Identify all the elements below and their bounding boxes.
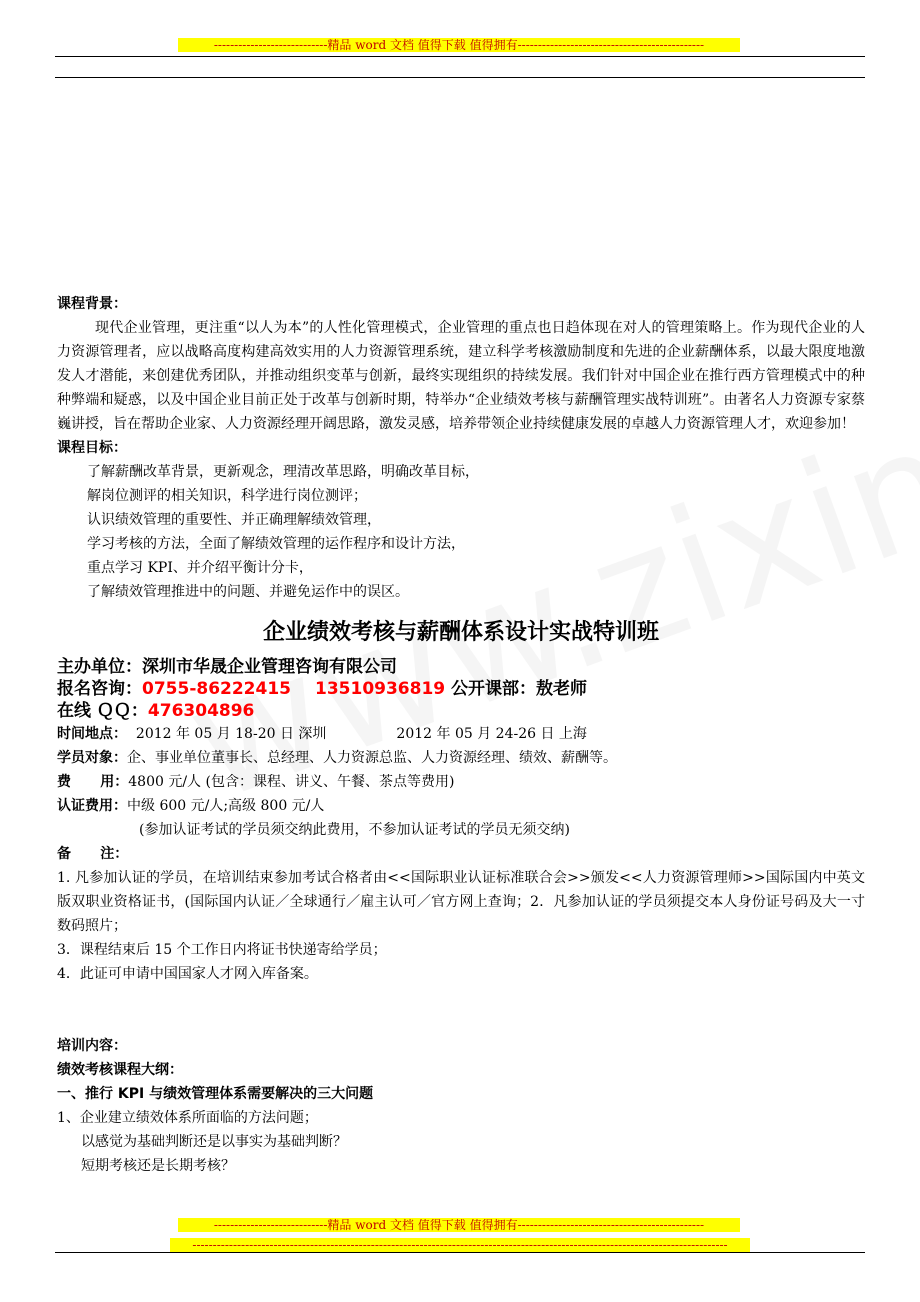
outline-sub-item: 以感觉为基础判断还是以事实为基础判断？ xyxy=(81,1134,347,1150)
header-rule-bottom xyxy=(55,77,865,78)
training-label: 培训内容： xyxy=(57,1038,127,1054)
contact-teacher: 敖老师 xyxy=(536,679,588,699)
cert-fee-note: (参加认证考试的学员须交纳此费用，不参加认证考试的学员无须交纳) xyxy=(139,822,570,838)
time-place-line xyxy=(57,722,865,746)
time-place-label: 时间地点： xyxy=(57,726,127,742)
qq-number: 476304896 xyxy=(147,701,255,721)
contact-dept-label: 公开课部： xyxy=(451,679,537,699)
remark-item: 4．此证可申请中国国家人才网入库备案。 xyxy=(57,966,318,982)
remarks-label: 备 注： xyxy=(57,846,129,862)
goal-item: 了解薪酬改革背景，更新观念，理清改革思路，明确改革目标， xyxy=(87,464,479,480)
audience-value: 企、事业单位董事长、总经理、人力资源总监、人力资源经理、绩效、薪酬等。 xyxy=(127,750,617,766)
outline-section-1: 一、推行 KPI 与绩效管理体系需要解决的三大问题 xyxy=(57,1086,374,1102)
time-place-session-2: 2012 年 05 月 24-26 日 上海 xyxy=(396,726,587,742)
goal-item: 认识绩效管理的重要性、并正确理解绩效管理， xyxy=(87,512,381,528)
fee-value: 4800 元/人 (包含：课程、讲义、午餐、茶点等费用) xyxy=(128,774,455,790)
audience-line xyxy=(57,746,865,770)
header-rule-top xyxy=(55,56,865,57)
contact-label: 报名咨询： xyxy=(57,679,142,699)
cert-fee-line xyxy=(57,794,865,818)
fee-line xyxy=(57,770,865,794)
goal-item: 了解绩效管理推进中的问题、并避免运作中的误区。 xyxy=(87,584,409,600)
goal-item: 学习考核的方法，全面了解绩效管理的运作程序和设计方法， xyxy=(87,536,465,552)
time-place-session-1: 2012 年 05 月 18-20 日 深圳 xyxy=(135,726,327,742)
remark-item: 3．课程结束后 15 个工作日内将证书快递寄给学员； xyxy=(57,942,387,958)
document-body xyxy=(57,292,865,1178)
goal-item: 解岗位测评的相关知识，科学进行岗位测评； xyxy=(87,488,367,504)
background-label: 课程背景： xyxy=(57,296,127,312)
organizer-label: 主办单位： xyxy=(57,657,142,677)
organizer-value: 深圳市华晟企业管理咨询有限公司 xyxy=(142,657,397,677)
contact-line xyxy=(57,678,865,700)
contact-phone-1: 0755-86222415 xyxy=(142,679,291,699)
background-text: 现代企业管理，更注重“以人为本”的人性化管理模式，企业管理的重点也日趋体现在对人的管理策略上。作为现代企业的人力资源管理者，应以战略高度构建高效实用的人力资源管理系统，建立科学考核激励制度和先进的企业薪酬体系，以最大限度地激发人才潜能，来创建优秀团队，并推动组织变革与创新，最终实现组织的持续发展。我们针对中国企业在推行西方管理模式中的种种弊端和疑惑，以及中国企业目前正处于改革与创新时期，特举办“企业绩效考核与薪酬管理实战特训班”。由著名人力资源专家蔡巍讲授，旨在帮助企业家、人力资源经理开阔思路，激发灵感，培养带领企业持续健康发展的卓越人力资源管理人才，欢迎参加！ xyxy=(57,320,865,432)
goals-label: 课程目标： xyxy=(57,440,127,456)
header-banner: ----------------------------精品 word 文档 值得下载 值得拥有---------------------------------------------- xyxy=(178,38,740,52)
cert-fee-label: 认证费用： xyxy=(57,798,127,814)
outline-sub-item: 短期考核还是长期考核？ xyxy=(81,1158,235,1174)
organizer-line xyxy=(57,656,865,678)
course-title: 企业绩效考核与薪酬体系设计实战特训班 xyxy=(262,620,659,645)
footer-rule xyxy=(55,1252,865,1253)
fee-label: 费 用： xyxy=(57,774,129,790)
qq-label: 在线 ＱＱ： xyxy=(57,701,148,721)
contact-phone-2: 13510936819 xyxy=(315,679,446,699)
outline-label: 绩效考核课程大纲： xyxy=(57,1062,183,1078)
audience-label: 学员对象： xyxy=(57,750,127,766)
footer-banner: ----------------------------精品 word 文档 值得下载 值得拥有---------------------------------------------- xyxy=(178,1218,740,1232)
remark-item: 1. 凡参加认证的学员，在培训结束参加考试合格者由<<国际职业认证标准联合会>>颁发<<人力资源管理师>>国际国内中英文版双职业资格证书，(国际国内认证／全球通行／雇主认可／官方网上查询；2．凡参加认证的学员须提交本人身份证号码及大一寸数码照片； xyxy=(57,870,865,934)
outline-item-1: 1、企业建立绩效体系所面临的方法问题； xyxy=(57,1110,318,1126)
goal-item: 重点学习 KPI、并介绍平衡计分卡， xyxy=(87,560,313,576)
cert-fee-value: 中级 600 元/人;高级 800 元/人 xyxy=(127,798,325,814)
qq-line xyxy=(57,700,865,722)
footer-dashes: ------------------------------------------------------------------------------------------------------------------------------------ xyxy=(170,1238,750,1252)
